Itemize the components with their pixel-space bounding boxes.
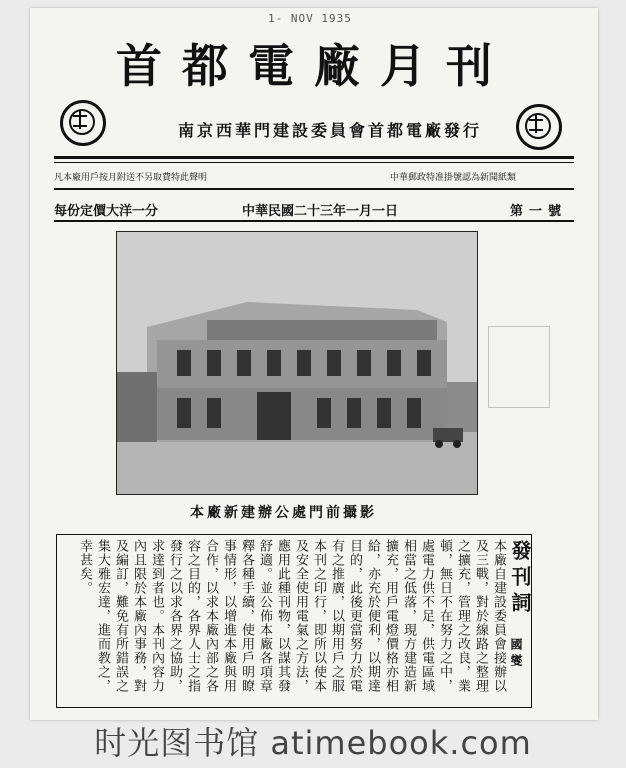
article-column: 本廠自建設委員會接辦以 — [491, 539, 506, 693]
article-column: 求達到者也。本刊內容力 — [149, 539, 164, 693]
site-watermark: 时光图书馆 atimebook.com — [94, 724, 532, 762]
divider-info-bottom — [54, 220, 574, 222]
article-title: 發刊詞 — [508, 540, 532, 618]
article-column: 及編訂，難免有所錯誤之 — [113, 539, 128, 693]
office-building-photo — [116, 231, 478, 495]
article-column: 釋各種手續，使用戶明瞭 — [239, 539, 254, 693]
price-label: 每份定價大洋一分 — [54, 204, 159, 219]
issue-number: 第一號 — [510, 204, 568, 219]
article-body — [56, 534, 532, 708]
issue-date: 中華民國二十三年一月一日 — [242, 204, 399, 219]
postal-registration: 中華郵政特准掛號認為新聞紙類 — [390, 173, 517, 183]
article-column: 有之推廣，以期用戶之服 — [329, 539, 344, 693]
divider-info-top — [54, 188, 574, 190]
library-stamp — [488, 326, 550, 408]
article-author: 國燮 — [509, 638, 523, 670]
article-column: 容之目的，各界人士之指 — [185, 539, 200, 693]
article-column: 擴充，用戶電燈價格亦相 — [383, 539, 398, 693]
article-column: 及安全使用電氣之方法， — [293, 539, 308, 693]
article-column: 幸甚矣。 — [77, 539, 92, 595]
article-column: 相當之低落，現方建造新 — [401, 539, 416, 693]
left-emblem-icon — [60, 100, 106, 146]
article-column: 及三戰，對於線路之整理 — [473, 539, 488, 693]
article-column: 發行之以求各界之協助， — [167, 539, 182, 693]
article-column: 舒適。並公佈本廠各項章 — [257, 539, 272, 693]
article-column: 事情形，以增進本廠與用 — [221, 539, 236, 693]
subscriber-notice: 凡本廠用戶按月附送不另取費特此聲明 — [54, 173, 208, 183]
article-column: 目的，此後更當努力於電 — [347, 539, 362, 693]
article-column: 應用此種刊物，以謀其發 — [275, 539, 290, 693]
article-column: 合作，以求本廠內部之各 — [203, 539, 218, 693]
publisher-line: 南京西華門建設委員會首都電廠發行 — [178, 121, 483, 140]
article-column: 集大雅宏達，進而教之， — [95, 539, 110, 693]
divider-top — [54, 156, 574, 159]
right-emblem-icon — [516, 104, 562, 150]
divider-top-thin — [54, 162, 574, 163]
article-column: 頓，無日不在努力之中， — [437, 539, 452, 693]
article-column: 之擴充，管理之改良，業 — [455, 539, 470, 693]
newspaper-page — [30, 8, 598, 720]
article-column: 內且限於本廠內事務，對 — [131, 539, 146, 693]
masthead-title: 首都電廠月刊 — [116, 39, 512, 93]
article-column: 本刊之印行，即所以使本 — [311, 539, 326, 693]
received-date-stamp: 1- NOV 1935 — [268, 12, 352, 25]
article-column: 處電力供不足，供電區域 — [419, 539, 434, 693]
photo-caption: 本廠新建辦公處門前攝影 — [190, 505, 377, 521]
article-column: 給，亦充於便利，以期達 — [365, 539, 380, 693]
